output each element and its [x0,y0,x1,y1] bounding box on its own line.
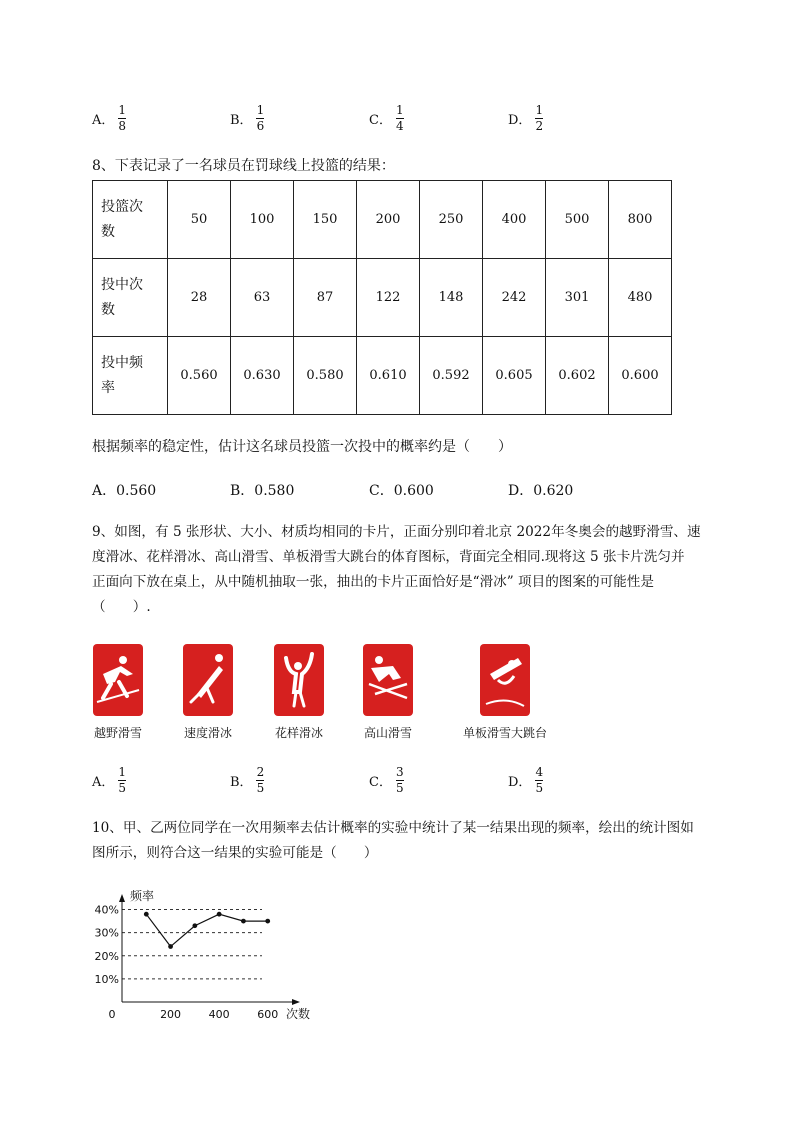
option-letter: C． [369,774,392,790]
y-tick-label: 30% [94,926,119,940]
table-cell: 400 [483,181,546,259]
table-cell: 150 [294,181,357,259]
q9-icon-strip [92,640,552,740]
option-letter: B． [230,112,253,128]
icon-card [251,640,347,741]
option-letter: D． [508,112,532,128]
table-cell: 0.580 [294,337,357,415]
alpine-skiing-icon [363,644,413,716]
chart-points [144,912,270,949]
option-letter: D． [508,774,532,790]
q8-data-table [92,180,672,415]
q7-option-a[interactable] [92,98,127,138]
q10-stem [92,816,742,866]
x-tick-label: 200 [160,1008,182,1021]
icon-label: 单板滑雪大跳台 [462,726,547,740]
icon-label: 花样滑冰 [274,726,323,740]
q9-option-d[interactable] [508,760,544,800]
q9-option-b[interactable] [230,760,265,800]
fraction: $\frac{1}{2}$ [535,102,544,133]
q8-option-a[interactable]: A．0.560 [92,483,157,499]
table-cell: 800 [609,181,672,259]
figure-skating-icon [274,644,324,716]
frequency-chart [88,884,311,1029]
q9-line: （ ）. [92,599,151,615]
q8-option-c[interactable]: C．0.600 [369,483,434,499]
y-tick-label: 40% [94,903,119,917]
row-header: 投篮次 数 [93,181,168,259]
fraction: $\frac{4}{5}$ [535,764,544,795]
q8-question: 根据频率的稳定性，估计这名球员投篮一次投中的概率约是（ ） [92,439,512,455]
snowboard-big-air-icon [480,644,530,716]
q9-line: 度滑冰、花样滑冰、高山滑雪、单板滑雪大跳台的体育图标，背面完全相同.现将这 5 张卡片洗匀并 [92,549,685,565]
option-letter: C． [369,112,392,128]
q9-option-a[interactable] [92,760,127,800]
data-point [217,912,222,917]
q9-line: 正面向下放在桌上，从中随机抽取一张，抽出的卡片正面恰好是“滑冰” 项目的图案的可能性是 [92,574,654,590]
x-axis-label: 次数 [286,1007,311,1021]
fraction: $\frac{1}{6}$ [256,102,265,133]
cross-country-skiing-icon [93,644,143,716]
table-cell: 100 [231,181,294,259]
y-tick-label: 10% [94,972,119,986]
table-cell: 0.592 [420,337,483,415]
q10-line: 图所示，则符合这一结果的实验可能是（ ） [92,845,378,861]
speed-skating-icon [183,644,233,716]
table-cell: 250 [420,181,483,259]
table-cell: 0.610 [357,337,420,415]
table-cell: 0.605 [483,337,546,415]
q9-line: 9、如图，有 5 张形状、大小、材质均相同的卡片，正面分别印着北京 2022年冬奥会的越野滑雪、速 [92,524,701,540]
q10-line: 10、甲、乙两位同学在一次用频率去估计概率的实验中统计了某一结果出现的频率，绘出的统计图如 [92,820,694,836]
y-axis-label: 频率 [130,889,155,903]
table-row [93,259,672,337]
icon-card [450,640,560,741]
fraction: $\frac{2}{5}$ [256,764,265,795]
icon-card [160,640,256,741]
table-cell: 480 [609,259,672,337]
q8-option-d[interactable]: D．0.620 [508,483,574,499]
q9-stem [92,520,732,620]
icon-label: 高山滑雪 [363,726,412,740]
row-header: 投中频 率 [93,337,168,415]
option-letter: A． [92,112,115,128]
q8-options [92,470,652,510]
y-tick-label: 20% [94,949,119,963]
data-point [192,923,197,928]
q8-option-b[interactable]: B．0.580 [230,483,295,499]
fraction: $\frac{1}{4}$ [395,102,404,133]
table-cell: 0.560 [168,337,231,415]
x-axis-arrow [292,999,300,1005]
q9-options [92,760,652,800]
icon-label: 速度滑冰 [183,726,232,740]
data-point [265,919,270,924]
x-tick-label: 600 [257,1008,279,1021]
fraction: $\frac{1}{5}$ [118,764,127,795]
x-tick-label: 0 [108,1008,116,1021]
table-cell: 122 [357,259,420,337]
fraction: $\frac{3}{5}$ [395,764,404,795]
series-line [146,914,267,946]
y-axis-arrow [119,894,125,902]
fraction: $\frac{1}{8}$ [118,102,127,133]
icon-label: 越野滑雪 [93,726,142,740]
q7-option-b[interactable] [230,98,265,138]
data-point [168,944,173,949]
icon-card [70,640,166,741]
table-cell: 0.602 [546,337,609,415]
table-cell: 50 [168,181,231,259]
table-cell: 148 [420,259,483,337]
table-cell: 0.630 [231,337,294,415]
data-point [144,912,149,917]
q7-options [92,98,652,138]
icon-card [340,640,436,741]
table-cell: 87 [294,259,357,337]
table-cell: 301 [546,259,609,337]
table-cell: 242 [483,259,546,337]
table-cell: 28 [168,259,231,337]
table-row [93,337,672,415]
x-tick-label: 400 [208,1008,230,1021]
q9-option-c[interactable] [369,760,405,800]
option-letter: B． [230,774,253,790]
table-cell: 500 [546,181,609,259]
table-row [93,181,672,259]
q7-option-c[interactable] [369,98,405,138]
table-cell: 0.600 [609,337,672,415]
q7-option-d[interactable] [508,98,544,138]
table-cell: 63 [231,259,294,337]
table-cell: 200 [357,181,420,259]
row-header: 投中次 数 [93,259,168,337]
q8-stem: 8、下表记录了一名球员在罚球线上投篮的结果： [92,158,395,174]
data-point [241,919,246,924]
option-letter: A． [92,774,115,790]
